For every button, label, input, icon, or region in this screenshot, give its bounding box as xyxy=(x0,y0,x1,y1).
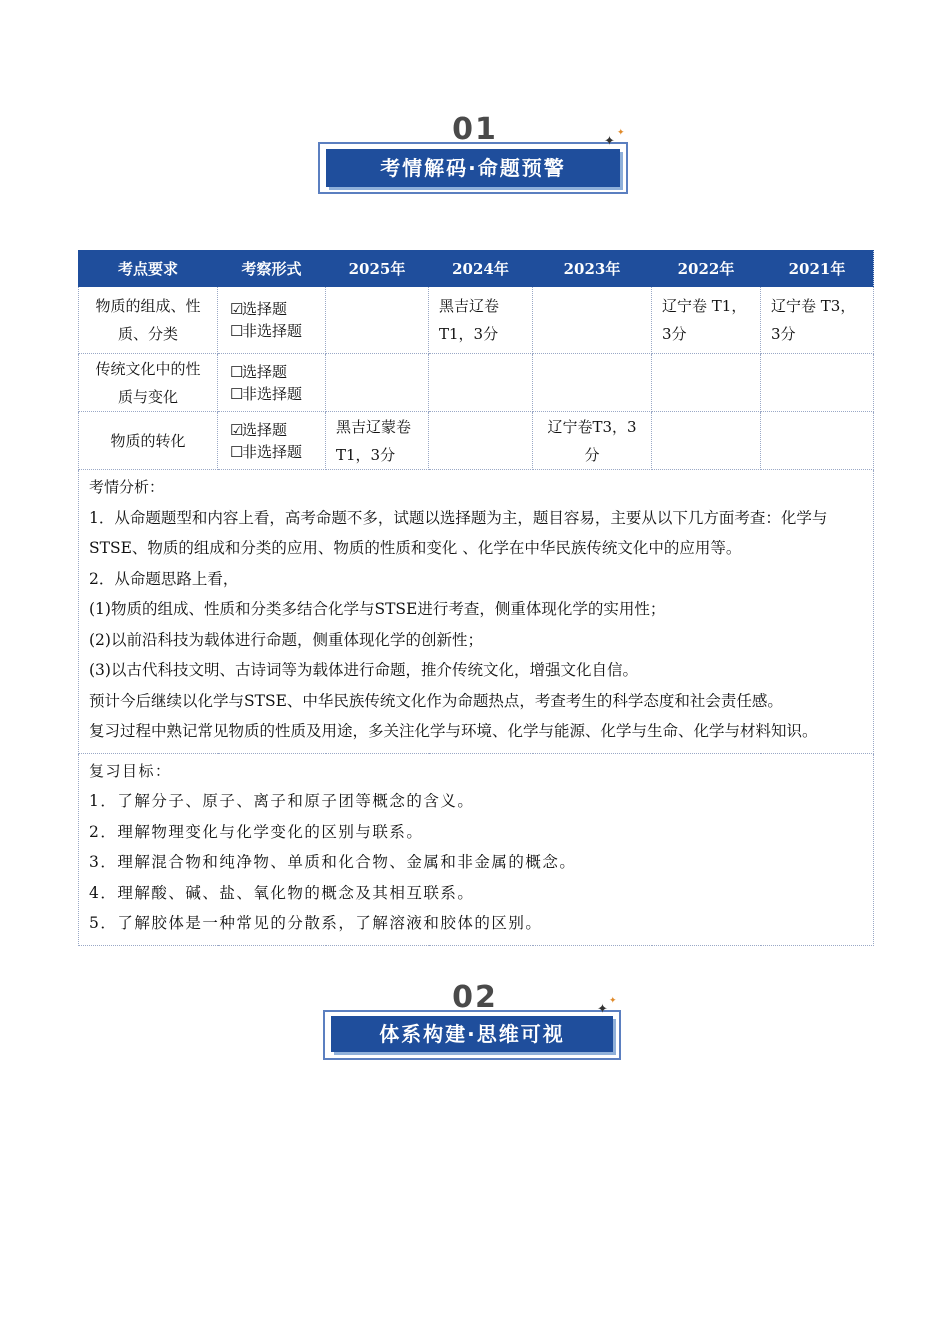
checked-box-icon: ☑ xyxy=(230,420,244,439)
sparkle-icon: ✦ xyxy=(617,128,625,138)
analysis-line: (3)以古代科技文明、古诗词等为载体进行命题，推介传统文化，增强文化自信。 xyxy=(89,661,638,679)
goal-line: 3．理解混合物和纯净物、单质和化合物、金属和非金属的概念。 xyxy=(89,853,577,871)
column-header: 2023年 xyxy=(533,251,652,287)
goal-line: 2．理解物理变化与化学变化的区别与联系。 xyxy=(89,822,424,841)
goals-heading: 复习目标： xyxy=(89,761,172,780)
analysis-line: (2)以前沿科技为载体进行命题，侧重体现化学的创新性； xyxy=(89,630,483,649)
year-cell-2024 xyxy=(429,354,533,412)
column-header: 2024年 xyxy=(429,251,533,287)
goal-line: 4．理解酸、碱、盐、氧化物的概念及其相互联系。 xyxy=(89,883,475,902)
question-type-cell: ☑选择题 ☐非选择题 xyxy=(218,412,326,470)
year-cell-2021 xyxy=(761,412,874,470)
year-cell-2023 xyxy=(533,354,652,412)
analysis-section xyxy=(79,470,874,754)
year-cell-2023 xyxy=(533,287,652,354)
sparkle-icon: ✦ xyxy=(604,134,615,149)
year-cell-2025 xyxy=(326,354,429,412)
year-cell-2024 xyxy=(429,412,533,470)
table-row xyxy=(79,412,874,470)
unchecked-box-icon: ☐ xyxy=(230,362,244,381)
year-cell-2023: 辽宁卷T3，3 分 xyxy=(533,412,652,470)
topic-cell: 传统文化中的性质与变化 xyxy=(79,354,218,412)
table-row xyxy=(79,354,874,412)
year-cell-2022: 辽宁卷 T1，3分 xyxy=(652,287,761,354)
exam-analysis-table xyxy=(78,250,874,946)
goals-section xyxy=(79,753,874,945)
unchecked-box-icon: ☐ xyxy=(230,442,244,461)
sparkle-icon: ✦ xyxy=(609,996,617,1006)
banner-title: 考情解码·命题预警 xyxy=(326,149,620,187)
year-cell-2022 xyxy=(652,354,761,412)
analysis-line: 预计今后继续以化学与STSE、中华民族传统文化作为命题热点，考查考生的科学态度和社会责任感。 xyxy=(89,691,783,710)
analysis-line: 复习过程中熟记常见物质的性质及用途，多关注化学与环境、化学与能源、化学与生命、化学与材料知识。 xyxy=(89,722,818,740)
analysis-line: 1．从命题题型和内容上看，高考命题不多，试题以选择题为主，题目容易，主要从以下几方面考查：化学与STSE、物质的组成和分类的应用、物质的性质和变化 、化学在中华民族传统文化中的应用等。 xyxy=(89,508,828,557)
sparkle-icon: ✦ xyxy=(597,1002,608,1017)
column-header: 2021年 xyxy=(761,251,874,287)
analysis-line: 2．从命题思路上看， xyxy=(89,569,239,588)
goal-line: 5．了解胶体是一种常见的分散系，了解溶液和胶体的区别。 xyxy=(89,914,543,932)
checked-box-icon: ☑ xyxy=(230,300,244,318)
goal-line: 1．了解分子、原子、离子和原子团等概念的含义。 xyxy=(89,792,475,810)
section-number: 01 xyxy=(452,112,498,147)
goals-row xyxy=(79,753,874,945)
year-cell-2024: 黑吉辽卷 T1，3分 xyxy=(429,287,533,354)
topic-cell: 物质的组成、性质、分类 xyxy=(79,287,218,354)
year-cell-2025: 黑吉辽蒙卷 T1，3分 xyxy=(326,412,429,470)
year-cell-2021: 辽宁卷 T3，3分 xyxy=(761,287,874,354)
analysis-heading: 考情分析： xyxy=(89,478,165,496)
column-header: 2025年 xyxy=(326,251,429,287)
table-row xyxy=(79,287,874,354)
year-cell-2022 xyxy=(652,412,761,470)
year-cell-2025 xyxy=(326,287,429,354)
banner-title: 体系构建·思维可视 xyxy=(331,1016,613,1052)
analysis-line: (1)物质的组成、性质和分类多结合化学与STSE进行考查，侧重体现化学的实用性； xyxy=(89,600,666,618)
section-banner-1 xyxy=(0,112,950,202)
section-number: 02 xyxy=(452,980,498,1015)
table-header-row xyxy=(79,251,874,287)
topic-cell: 物质的转化 xyxy=(79,412,218,470)
column-header: 考点要求 xyxy=(79,251,218,287)
section-banner-2 xyxy=(0,980,950,1070)
question-type-cell: ☐选择题 ☐非选择题 xyxy=(218,354,326,412)
question-type-cell: ☑选择题 ☐非选择题 xyxy=(218,287,326,354)
unchecked-box-icon: ☐ xyxy=(230,384,244,403)
column-header: 2022年 xyxy=(652,251,761,287)
analysis-row xyxy=(79,470,874,754)
year-cell-2021 xyxy=(761,354,874,412)
column-header: 考察形式 xyxy=(218,251,326,287)
unchecked-box-icon: ☐ xyxy=(230,322,244,340)
